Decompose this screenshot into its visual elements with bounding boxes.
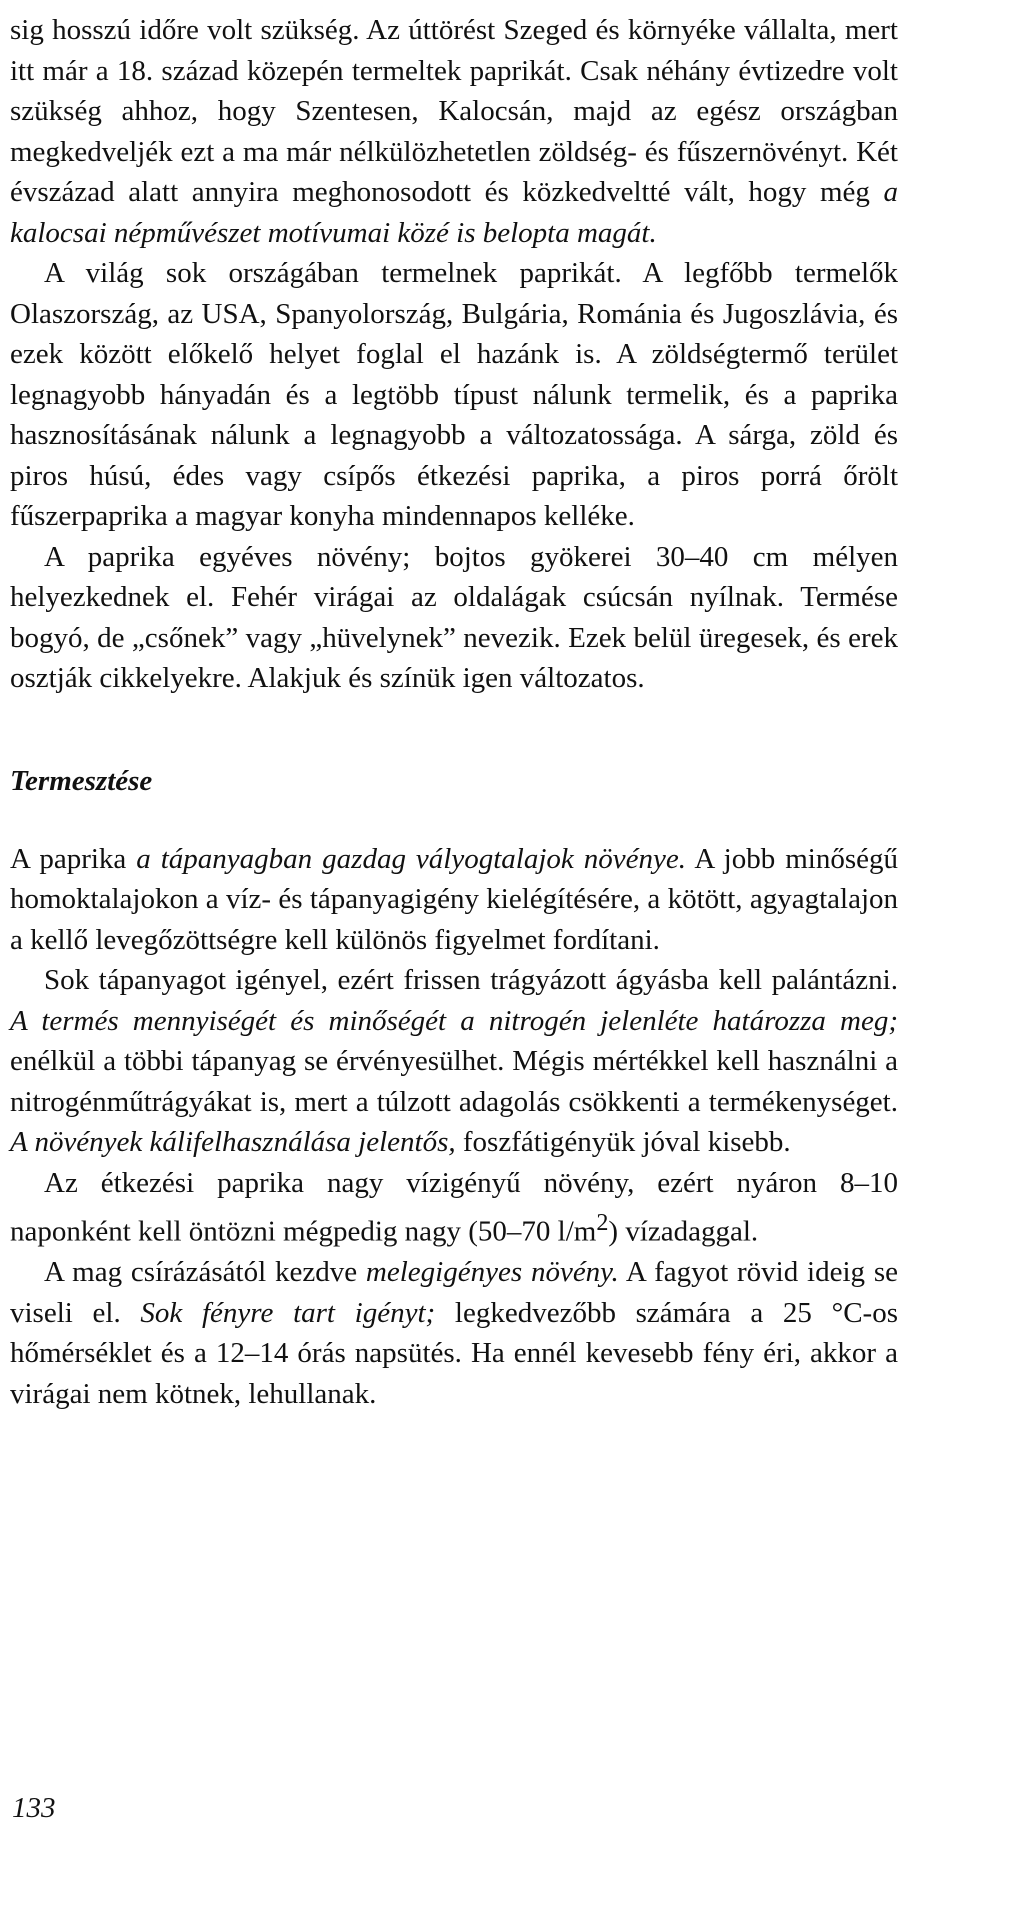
paragraph-text: Az étkezési paprika nagy vízigényű növény, ezért nyáron 8–10 naponként kell öntözni mégpedig nagy (50–70 l/m: [10, 1166, 898, 1248]
emphasis-text: A termés mennyiségét és minőségét a nitrogén jelenléte határozza meg;: [10, 1004, 898, 1037]
page-number: 133: [12, 1792, 56, 1824]
paragraph-text: Sok tápanyagot igényel, ezért frissen trágyázott ágyásba kell palántázni.: [44, 964, 898, 996]
paragraph-text: ) vízadaggal.: [608, 1215, 759, 1248]
emphasis-text: a kalocsai népművészet motívumai közé is belopta magát.: [10, 176, 898, 249]
paragraph-watering: [10, 1163, 898, 1253]
paragraph-text: foszfátigényük jóval kisebb.: [455, 1126, 791, 1158]
paragraph-text: A mag csírázásától kezdve: [44, 1256, 366, 1289]
paragraph-text: A jobb minőségű homoktalajokon a víz- és tápanyagigény kielégítésére, a kötött, agyagtalajon a kellő levegőzöttségre kell különös figyelmet fordítani.: [10, 842, 898, 956]
paragraph-text: A világ sok országában termelnek paprikát. A legfőbb termelők Olaszország, az USA, Spanyolország, Bulgária, Románia és Jugoszlávia, és ezek között előkelő helyet foglal el hazánk is. A zöldségtermő terület legnagyobb hányadán és a legtöbb típust nálunk termelik, és a paprika hasznosításának nálunk a legnagyobb a változatossága. A sárga, zöld és piros húsú, édes vagy csípős étkezési paprika, a piros porrá őrölt fűszerpaprika a magyar konyha mindennapos kelléke.: [10, 257, 898, 532]
emphasis-text: A növények kálifelhasználása jelentős,: [10, 1126, 456, 1158]
paragraph-text: enélkül a többi tápanyag se érvényesülhet. Mégis mértékkel kell használni a nitrogénműtrágyákat is, mert a túlzott adagolás csökkenti a termékenységet.: [10, 1045, 898, 1118]
paragraph-soil: [10, 839, 898, 961]
paragraph-text: A fagyot rövid ideig se viseli el.: [10, 1256, 898, 1329]
emphasis-text: a tápanyagban gazdag vályogtalajok növénye.: [136, 842, 686, 875]
paragraph-paprika-history: [10, 10, 898, 253]
paragraph-temperature-light: [10, 1252, 898, 1414]
paragraph-text: sig hosszú időre volt szükség. Az úttörést Szeged és környéke vállalta, mert itt már a 18. század közepén termeltek paprikát. Csak néhány évtizedre volt szükség ahhoz, hogy Szentesen, Kalocsán, majd az egész országban megkedveljék ezt a ma már nélkülözhetetlen zöldség- és fűszernövényt. Két évszázad alatt annyira meghonosodott és közkedveltté vált, hogy még: [10, 14, 898, 208]
paragraph-world-production: [10, 253, 898, 537]
paragraph-plant-description: [10, 537, 898, 699]
paragraph-text: legkedvezőbb számára a 25 °C-os hőmérséklet és a 12–14 órás napsütés. Ha ennél kevesebb fény éri, akkor a virágai nem kötnek, lehullanak.: [10, 1296, 898, 1410]
paragraph-text: A paprika egyéves növény; bojtos gyökerei 30–40 cm mélyen helyezkednek el. Fehér virágai az oldalágak csúcsán nyílnak. Termése bogyó, de „csőnek” vagy „hüvelynek” nevezik. Ezek belül üregesek, és erek osztják cikkelyekre. Alakjuk és színük igen változatos.: [10, 540, 898, 694]
paragraph-text: A paprika: [10, 842, 137, 875]
emphasis-text: Sok fényre tart igényt;: [140, 1296, 436, 1329]
paragraph-nutrients: [10, 960, 898, 1163]
superscript: 2: [596, 1209, 609, 1236]
document-page: [10, 10, 898, 1414]
section-heading: Termesztése: [10, 764, 153, 797]
emphasis-text: melegigényes növény.: [365, 1256, 619, 1289]
